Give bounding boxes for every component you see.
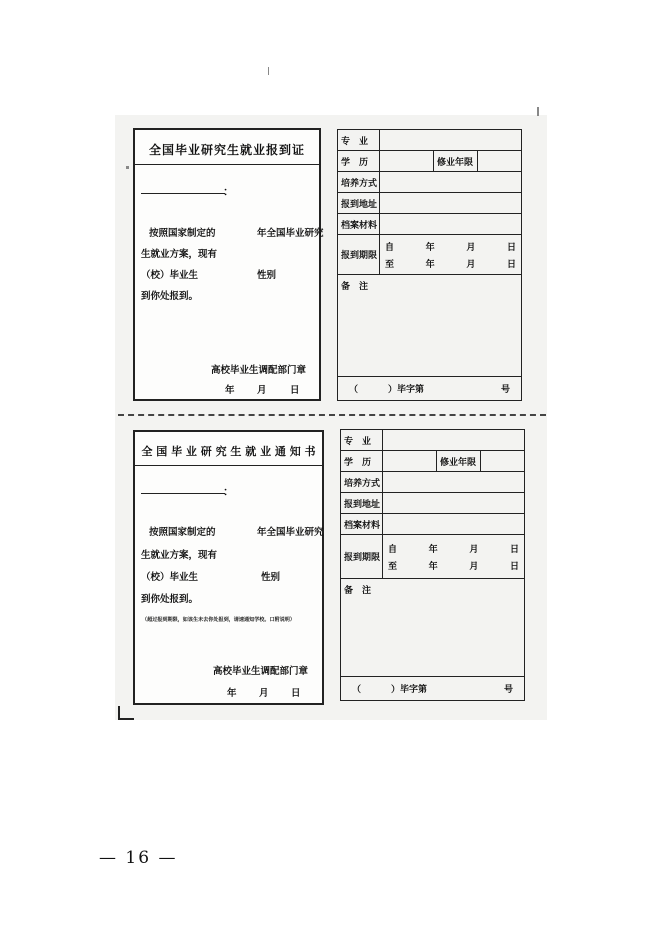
- training-mode-label: 培养方式: [341, 472, 383, 493]
- body-line-1a: 按照国家制定的: [149, 527, 216, 538]
- period-to-row: [383, 255, 518, 272]
- recipient-colon: ：: [223, 185, 234, 198]
- from-day: 日: [509, 544, 519, 555]
- period-from-row: [383, 238, 518, 255]
- degree-label: 学 历: [341, 451, 383, 472]
- to-month: 月: [469, 561, 479, 572]
- major-label: 专 业: [341, 430, 383, 451]
- body-line-1b: 年全国毕业研究: [257, 527, 324, 538]
- study-years-value: [481, 451, 525, 472]
- archive-value: [380, 214, 522, 235]
- report-period-label: 报到期限: [338, 235, 380, 275]
- date-month: 月: [259, 688, 269, 699]
- from-month: 月: [469, 544, 479, 555]
- number-open-paren: （: [352, 685, 362, 695]
- date-day: 日: [291, 688, 301, 699]
- scan-speck: [537, 107, 539, 116]
- recipient-colon: ：: [223, 485, 234, 498]
- report-certificate-card: [133, 128, 324, 401]
- report-address-label: 报到地址: [341, 493, 383, 514]
- remarks-cell: [341, 579, 525, 677]
- scan-speck: [126, 166, 129, 169]
- to-month: 月: [466, 259, 476, 270]
- number-prefix: ）毕字第: [391, 685, 428, 695]
- study-years-label: 修业年限: [434, 151, 478, 172]
- page-number: — 16 —: [99, 848, 178, 868]
- from-label: 自: [385, 242, 395, 253]
- certificate-title: 全国毕业研究生就业报到证: [148, 143, 305, 157]
- date-month: 月: [257, 385, 267, 396]
- degree-value: [383, 451, 437, 472]
- from-label: 自: [388, 544, 398, 555]
- to-label: 至: [385, 259, 395, 270]
- report-period-dates: [380, 235, 522, 275]
- study-years-value: [478, 151, 522, 172]
- notice-number-row: [341, 677, 525, 701]
- to-label: 至: [388, 561, 398, 572]
- scan-corner-mark: [118, 706, 134, 720]
- report-address-value: [380, 193, 522, 214]
- body-line-1a: 按照国家制定的: [149, 228, 216, 239]
- title-divider: [135, 465, 322, 466]
- body-line-3b: 性别: [261, 572, 281, 583]
- degree-label: 学 历: [338, 151, 380, 172]
- body-line-1b: 年全国毕业研究: [257, 228, 324, 239]
- to-year: 年: [428, 561, 438, 572]
- report-certificate-form: [337, 129, 522, 401]
- report-period-dates: [383, 535, 525, 579]
- notice-form: [340, 429, 525, 701]
- remarks-label: 备 注: [341, 282, 369, 292]
- from-year: 年: [428, 544, 438, 555]
- number-suffix: 号: [503, 685, 513, 695]
- to-day: 日: [509, 561, 519, 572]
- body-line-4: 到你处报到。: [141, 594, 199, 605]
- body-line-2: 生就业方案，现有: [141, 550, 218, 561]
- body-line-2: 生就业方案，现有: [141, 249, 218, 260]
- cut-dashed-line: [118, 414, 546, 416]
- scan-speck: [268, 67, 269, 75]
- from-year: 年: [425, 242, 435, 253]
- body-line-3b: 性别: [257, 270, 277, 281]
- to-year: 年: [425, 259, 435, 270]
- remarks-label: 备 注: [344, 586, 372, 596]
- period-to-row: [386, 557, 521, 574]
- major-label: 专 业: [338, 130, 380, 151]
- notice-title: 全 国 毕 业 研 究 生 就 业 通 知 书: [141, 445, 316, 458]
- issuer-seal-label: 高校毕业生调配部门章: [213, 666, 309, 677]
- recipient-blank: [141, 493, 225, 494]
- major-value: [383, 430, 525, 451]
- body-line-3a: （校）毕业生: [141, 270, 199, 281]
- report-address-value: [383, 493, 525, 514]
- major-value: [380, 130, 522, 151]
- training-mode-label: 培养方式: [338, 172, 380, 193]
- notice-card: [133, 430, 324, 705]
- issuer-seal-label: 高校毕业生调配部门章: [211, 365, 307, 376]
- date-year: 年: [225, 385, 235, 396]
- body-line-3a: （校）毕业生: [141, 572, 199, 583]
- recipient-blank: [141, 193, 225, 194]
- from-month: 月: [466, 242, 476, 253]
- remarks-cell: [338, 275, 522, 377]
- study-years-label: 修业年限: [437, 451, 481, 472]
- number-prefix: ）毕字第: [388, 385, 425, 395]
- archive-label: 档案材料: [338, 214, 380, 235]
- number-open-paren: （: [349, 385, 359, 395]
- archive-value: [383, 514, 525, 535]
- training-mode-value: [383, 472, 525, 493]
- number-suffix: 号: [500, 385, 510, 395]
- certificate-number-row: [338, 377, 522, 401]
- report-address-label: 报到地址: [338, 193, 380, 214]
- training-mode-value: [380, 172, 522, 193]
- period-from-row: [386, 540, 521, 557]
- archive-label: 档案材料: [341, 514, 383, 535]
- to-day: 日: [506, 259, 516, 270]
- overdue-note: （超过报到期限，如该生未去你处报到，请速通知学校。口附说明）: [142, 616, 296, 623]
- from-day: 日: [506, 242, 516, 253]
- body-line-4: 到你处报到。: [141, 291, 199, 302]
- report-period-label: 报到期限: [341, 535, 383, 579]
- date-day: 日: [290, 385, 300, 396]
- degree-value: [380, 151, 434, 172]
- date-year: 年: [227, 688, 237, 699]
- title-divider: [135, 164, 319, 165]
